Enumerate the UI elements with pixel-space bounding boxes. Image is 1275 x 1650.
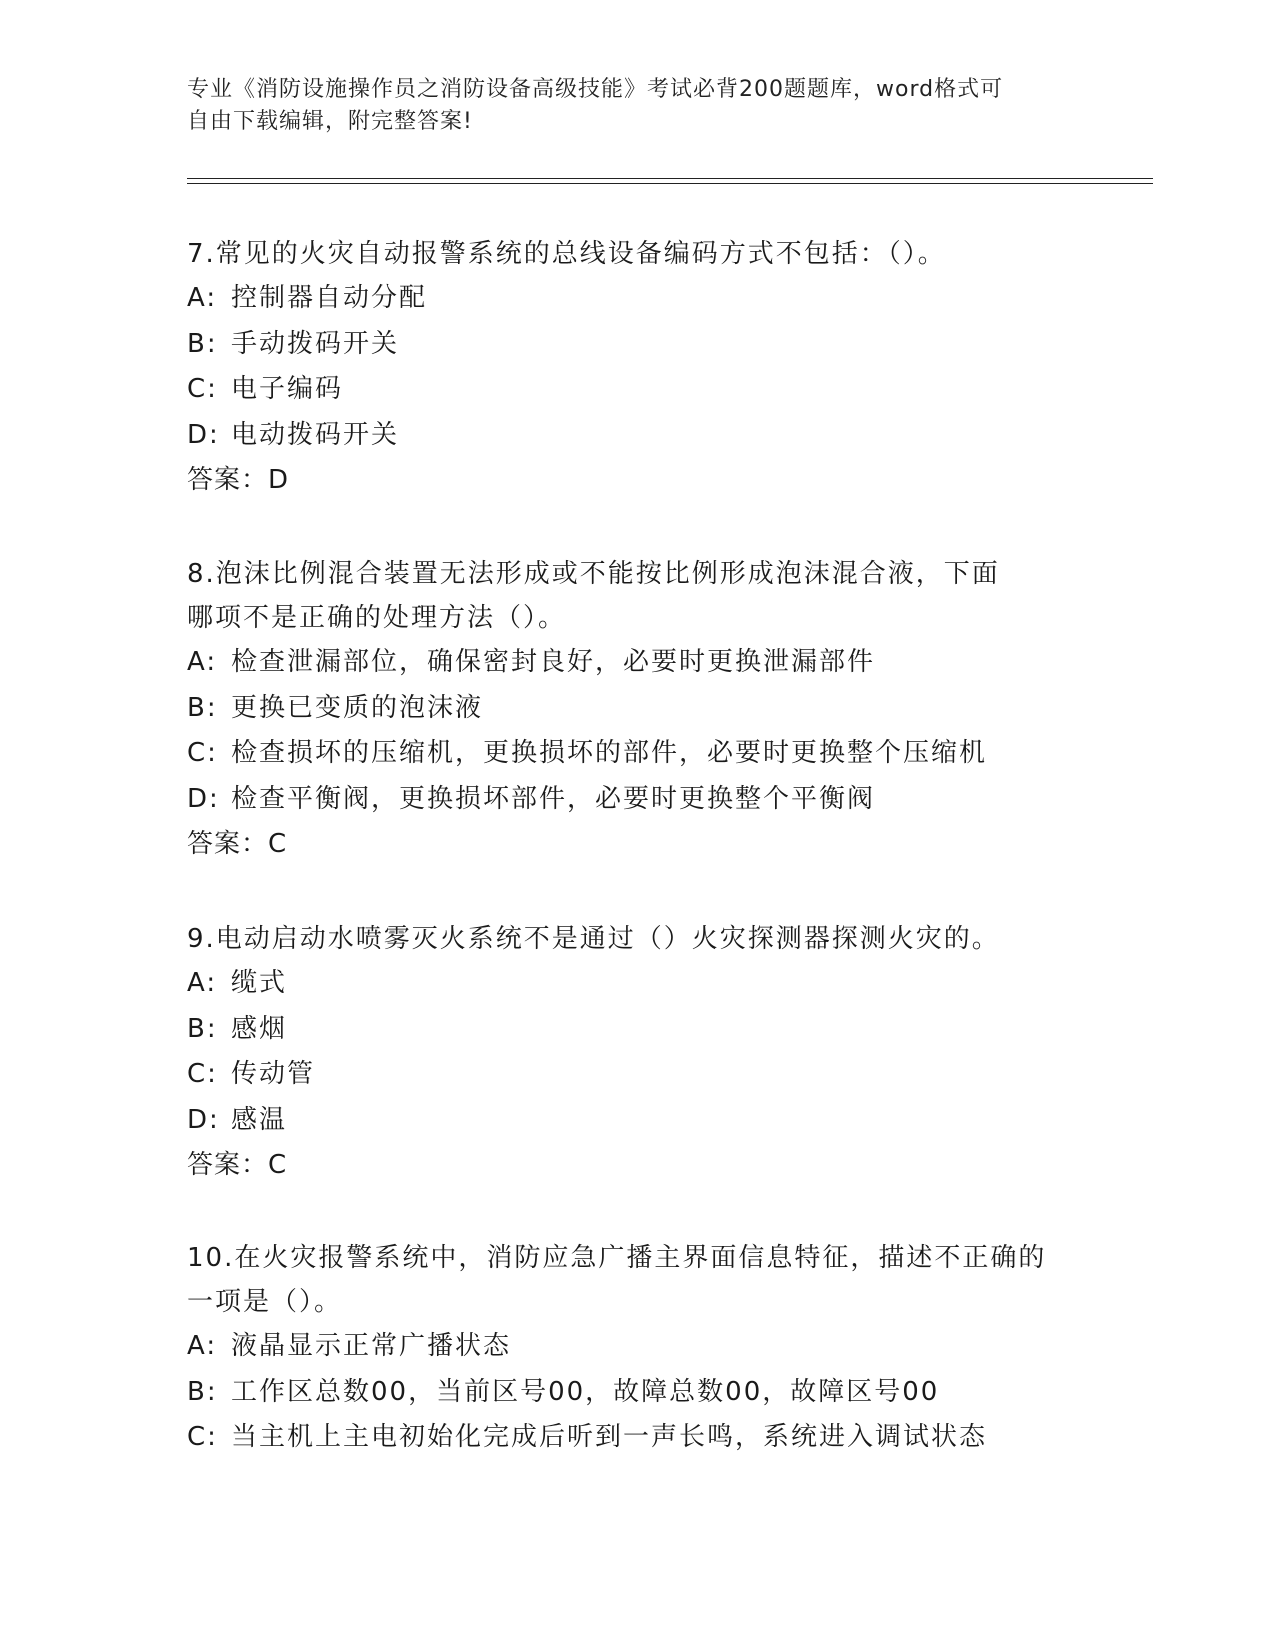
option-a — [187, 640, 1087, 686]
option-d — [187, 413, 1087, 459]
option-text: 感温 — [231, 1104, 288, 1135]
option-c — [187, 731, 1087, 777]
question-stem: 7.常见的火灾自动报警系统的总线设备编码方式不包括：（）。 — [187, 239, 946, 269]
question-7 — [187, 232, 1087, 504]
option-text: 检查损坏的压缩机，更换损坏的部件，必要时更换整个压缩机 — [231, 738, 988, 768]
option-text: 检查泄漏部位，确保密封良好，必要时更换泄漏部件 — [231, 647, 876, 677]
answer: 答案：D — [187, 465, 290, 495]
option-letter: B: — [187, 692, 218, 723]
header-divider-bottom — [187, 183, 1153, 184]
option-text: 工作区总数00，当前区号00，故障总数00，故障区号00 — [231, 1376, 940, 1407]
option-text: 检查平衡阀，更换损坏部件，必要时更换整个平衡阀 — [231, 783, 876, 814]
option-letter: C: — [187, 374, 218, 404]
option-letter: D: — [187, 1104, 220, 1135]
header-line-2: 自由下载编辑，附完整答案! — [187, 109, 473, 134]
option-text: 控制器自动分配 — [231, 283, 428, 313]
option-b — [187, 686, 1087, 732]
option-text: 液晶显示正常广播状态 — [231, 1331, 512, 1361]
option-letter: B: — [187, 1376, 218, 1407]
option-text: 电动拨码开关 — [231, 419, 400, 450]
option-a — [187, 276, 1087, 322]
option-letter: C: — [187, 1422, 218, 1452]
option-text: 手动拨码开关 — [231, 328, 400, 359]
option-letter: A: — [187, 283, 218, 313]
document-header — [187, 74, 1067, 138]
option-letter: D: — [187, 419, 220, 450]
header-divider-top — [187, 178, 1153, 179]
option-b — [187, 1370, 1087, 1416]
header-line-1: 专业《消防设施操作员之消防设备高级技能》考试必背200题题库，word格式可 — [187, 77, 1004, 102]
option-text: 电子编码 — [231, 374, 344, 404]
option-c — [187, 367, 1087, 413]
question-stem: 9.电动启动水喷雾灭火系统不是通过（）火灾探测器探测火灾的。 — [187, 924, 1000, 954]
option-letter: A: — [187, 647, 218, 677]
option-letter: B: — [187, 1013, 218, 1044]
option-letter: B: — [187, 328, 218, 359]
option-text: 缆式 — [231, 968, 288, 998]
option-text: 当主机上主电初始化完成后听到一声长鸣，系统进入调试状态 — [231, 1422, 988, 1452]
option-letter: D: — [187, 783, 220, 814]
question-stem: 8.泡沫比例混合装置无法形成或不能按比例形成泡沫混合液，下面哪项不是正确的处理方法（）。 — [187, 559, 1000, 633]
option-letter: A: — [187, 968, 218, 998]
answer: 答案：C — [187, 1150, 288, 1180]
answer: 答案：C — [187, 829, 288, 859]
option-text: 感烟 — [231, 1013, 288, 1044]
option-a — [187, 961, 1087, 1007]
question-10 — [187, 1236, 1087, 1461]
option-c — [187, 1052, 1087, 1098]
option-letter: C: — [187, 1059, 218, 1089]
option-letter: A: — [187, 1331, 218, 1361]
option-text: 更换已变质的泡沫液 — [231, 692, 484, 723]
option-b — [187, 1007, 1087, 1053]
option-letter: C: — [187, 738, 218, 768]
question-8 — [187, 552, 1087, 868]
option-a — [187, 1324, 1087, 1370]
option-d — [187, 777, 1087, 823]
option-c — [187, 1415, 1087, 1461]
option-d — [187, 1098, 1087, 1144]
option-b — [187, 322, 1087, 368]
question-stem: 10.在火灾报警系统中，消防应急广播主界面信息特征，描述不正确的一项是（）。 — [187, 1243, 1047, 1317]
question-9 — [187, 917, 1087, 1189]
option-text: 传动管 — [231, 1059, 316, 1089]
